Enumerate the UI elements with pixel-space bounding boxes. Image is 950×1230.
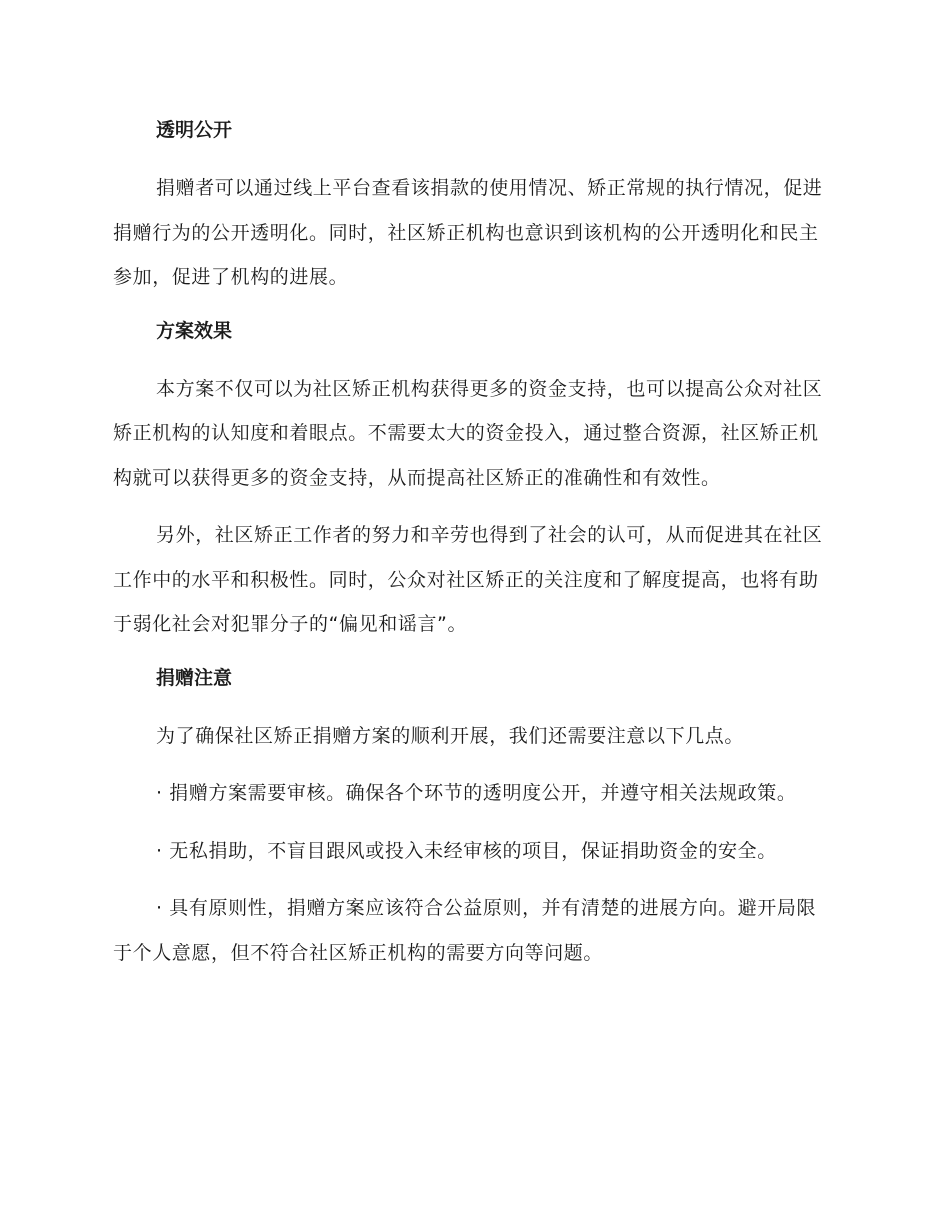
paragraph: 捐赠者可以通过线上平台查看该捐款的使用情况、矫正常规的执行情况，促进捐赠行为的公开透明化。同时，社区矫正机构也意识到该机构的公开透明化和民主参加，促进了机构的进展。 bbox=[113, 177, 823, 288]
document-page bbox=[113, 112, 833, 988]
section-transparency bbox=[113, 112, 833, 300]
bullet-item: · 具有原则性，捐赠方案应该符合公益原则，并有清楚的进展方向。避开局限于个人意愿，但不符合社区矫正机构的需要方向等问题。 bbox=[113, 897, 817, 964]
section-heading: 方案效果 bbox=[156, 319, 233, 342]
bullet-item: · 捐赠方案需要审核。确保各个环节的透明度公开，并遵守相关法规政策。 bbox=[156, 782, 797, 804]
section-heading: 透明公开 bbox=[156, 119, 233, 141]
paragraph: 本方案不仅可以为社区矫正机构获得更多的资金支持，也可以提高公众对社区矫正机构的认知度和着眼点。不需要太大的资金投入，通过整合资源，社区矫正机构就可以获得更多的资金支持，从而提高社区矫正的准确性和有效性。 bbox=[113, 377, 823, 489]
section-heading: 捐赠注意 bbox=[156, 666, 233, 689]
section-donation-notes bbox=[113, 660, 833, 976]
section-effect bbox=[113, 313, 833, 647]
paragraph: 另外，社区矫正工作者的努力和辛劳也得到了社会的认可，从而促进其在社区工作中的水平和积极性。同时，公众对社区矫正的关注度和了解度提高，也将有助于弱化社会对犯罪分子的“偏见和谣言”。 bbox=[113, 524, 823, 635]
paragraph: 为了确保社区矫正捐赠方案的顺利开展，我们还需要注意以下几点。 bbox=[156, 724, 745, 747]
bullet-item: · 无私捐助，不盲目跟风或投入未经审核的项目，保证捐助资金的安全。 bbox=[156, 839, 777, 862]
